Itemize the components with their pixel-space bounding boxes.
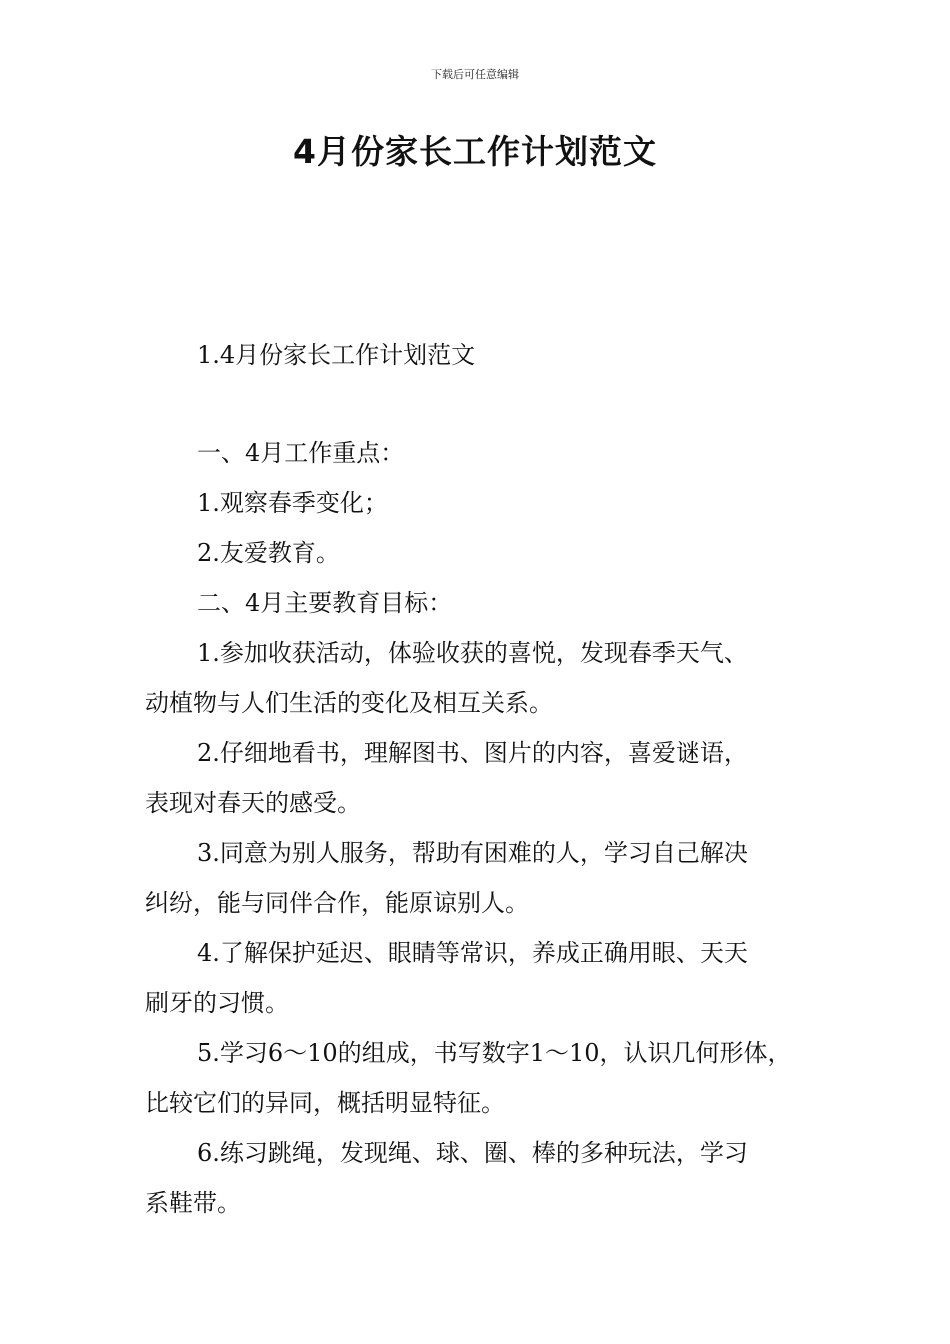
goal-line: 1.参加收获活动，体验收获的喜悦，发现春季天气、 — [197, 639, 748, 667]
goals-heading: 二、4月主要教育目标： — [197, 589, 453, 617]
header-note: 下载后可任意编辑 — [431, 68, 519, 81]
goal-line-continued: 刷牙的习惯。 — [145, 989, 289, 1017]
goal-line: 5.学习6～10的组成，书写数字1～10，认识几何形体， — [197, 1039, 792, 1067]
goal-line-continued: 系鞋带。 — [145, 1189, 241, 1217]
goal-line-continued: 动植物与人们生活的变化及相互关系。 — [145, 689, 553, 717]
paragraph-gap — [145, 380, 825, 428]
goal-line-continued: 纠纷，能与同伴合作，能原谅别人。 — [145, 889, 529, 917]
focus-heading: 一、4月工作重点： — [197, 439, 405, 467]
goal-line-continued: 表现对春天的感受。 — [145, 789, 361, 817]
goal-line: 6.练习跳绳，发现绳、球、圈、棒的多种玩法，学习 — [197, 1139, 748, 1167]
section-heading: 1.4月份家长工作计划范文 — [197, 341, 476, 369]
goal-line: 2.仔细地看书，理解图书、图片的内容，喜爱谜语， — [197, 739, 748, 767]
goal-line-continued: 比较它们的异同，概括明显特征。 — [145, 1089, 505, 1117]
goal-line: 3.同意为别人服务，帮助有困难的人，学习自己解决 — [197, 839, 748, 867]
document-body — [145, 330, 825, 1228]
goal-line: 4.了解保护延迟、眼睛等常识，养成正确用眼、天天 — [197, 939, 748, 967]
document-title: 4月份家长工作计划范文 — [293, 132, 657, 171]
focus-item: 1.观察春季变化； — [197, 489, 388, 517]
focus-item: 2.友爱教育。 — [197, 539, 340, 567]
